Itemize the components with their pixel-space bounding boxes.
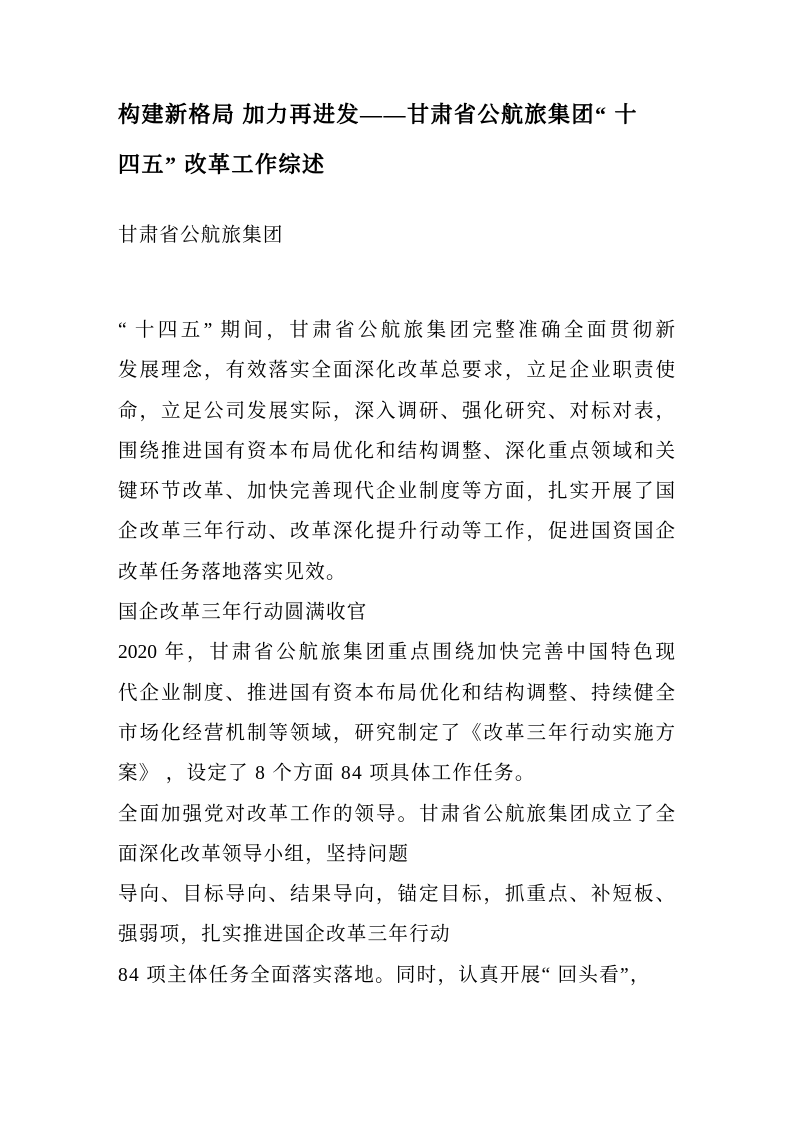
text-line: 全面加强党对改革工作的领导。甘肃省公航旅集团成立了全 (118, 803, 675, 825)
text-line: 改革任务落地落实见效。 (118, 561, 347, 583)
byline: 甘肃省公航旅集团 (118, 225, 284, 246)
text-line: 围绕推进国有资本布局优化和结构调整、深化重点领域和关 (118, 440, 675, 462)
text-line: 2020 年，甘肃省公航旅集团重点围绕加快完善中国特色现 (118, 642, 675, 664)
text-line: “ 十四五” 期间，甘肃省公航旅集团完整准确全面贯彻新 (118, 320, 675, 341)
paragraph-party-leadership (118, 795, 675, 876)
title-line-2: 四五” 改革工作综述 (118, 152, 326, 177)
paragraph-orientation (118, 875, 675, 956)
text-line: 强弱项，扎实推进国企改革三年行动 (118, 924, 451, 946)
title-line-1: 构建新格局 加力再进发——甘肃省公航旅集团“ 十 (118, 102, 639, 127)
text-line: 市场化经营机制等领域，研究制定了《改革三年行动实施方 (118, 722, 675, 744)
document-body (118, 311, 675, 996)
document-title (118, 90, 675, 190)
paragraph-intro (118, 311, 675, 593)
text-line: 发展理念，有效落实全面深化改革总要求，立足企业职责使 (118, 360, 675, 382)
text-line: 面深化改革领导小组，坚持问题 (118, 843, 410, 865)
text-line: 企改革三年行动、改革深化提升行动等工作，促进国资国企 (118, 521, 675, 543)
text-line: 键环节改革、加快完善现代企业制度等方面，扎实开展了国 (118, 481, 675, 503)
paragraph-84-tasks (118, 956, 675, 996)
text-line: 命，立足公司发展实际，深入调研、强化研究、对标对表， (118, 400, 675, 422)
text-line: 案》 ，设定了 8 个方面 84 项具体工作任务。 (118, 763, 536, 785)
text-line: 导向、目标导向、结果导向，锚定目标，抓重点、补短板、 (118, 884, 675, 906)
text-line: 84 项主体任务全面落实落地。同时，认真开展“ 回头看”， (118, 964, 651, 986)
text-line: 代企业制度、推进国有资本布局优化和结构调整、持续健全 (118, 682, 675, 704)
paragraph-2020-plan (118, 633, 675, 794)
paragraph-subheading (118, 593, 675, 633)
subheading-line: 国企改革三年行动圆满收官 (118, 602, 368, 624)
